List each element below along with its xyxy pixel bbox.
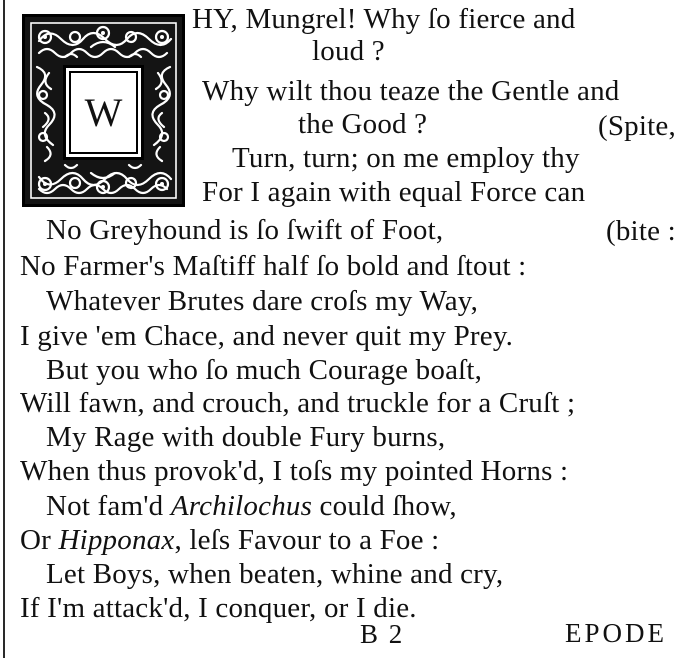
poem-line: No Farmer's Maſtiff half ſo bold and ſtout : <box>20 250 527 282</box>
poem-line: Why wilt thou teaze the Gentle and <box>202 75 620 107</box>
poem-line: My Rage with double Fury burns, <box>46 421 446 453</box>
poem-line: No Greyhound is ſo ſwift of Foot, <box>46 214 444 246</box>
poem-line: Will fawn, and crouch, and truckle for a Cruſt ; <box>20 387 576 419</box>
poem-line-turnover: (Spite, <box>598 110 676 142</box>
poem-line: When thus provok'd, I toſs my pointed Horns : <box>20 455 569 487</box>
initial-letter: W <box>84 89 123 135</box>
poem-line <box>20 524 439 556</box>
poem-line: Whatever Brutes dare croſs my Way, <box>46 285 479 317</box>
poem-line: Let Boys, when beaten, whine and cry, <box>46 558 504 590</box>
poem-line-italic-name: Archilochus <box>170 490 313 522</box>
poem-line-turnover: (bite : <box>606 215 676 247</box>
initial-letter-frame <box>63 65 144 160</box>
poem-line: loud ? <box>312 35 385 67</box>
poem-line-italic-name: Hipponax <box>58 524 175 556</box>
decorated-initial <box>22 14 185 207</box>
poem-line: But you who ſo much Courage boaſt, <box>46 354 483 386</box>
poem-line: Turn, turn; on me employ thy <box>232 142 580 174</box>
poem-line: If I'm attack'd, I conquer, or I die. <box>20 592 417 624</box>
poem-line-text: Or <box>20 524 59 556</box>
poem-line: the Good ? <box>298 108 428 140</box>
signature-mark: B 2 <box>360 619 405 649</box>
poem-line: HY, Mungrel! Why ſo fierce and <box>192 3 576 35</box>
poem-line-text: could ſhow, <box>312 490 457 522</box>
catchword: EPODE <box>565 618 667 648</box>
poem-line-text: Not fam'd <box>46 490 171 522</box>
poem-line <box>46 490 457 522</box>
poem-line: For I again with equal Force can <box>202 176 586 208</box>
poem-line: I give 'em Chace, and never quit my Prey. <box>20 320 514 352</box>
poem-line-text: , leſs Favour to a Foe : <box>174 524 440 556</box>
page-edge-rule <box>3 0 5 658</box>
